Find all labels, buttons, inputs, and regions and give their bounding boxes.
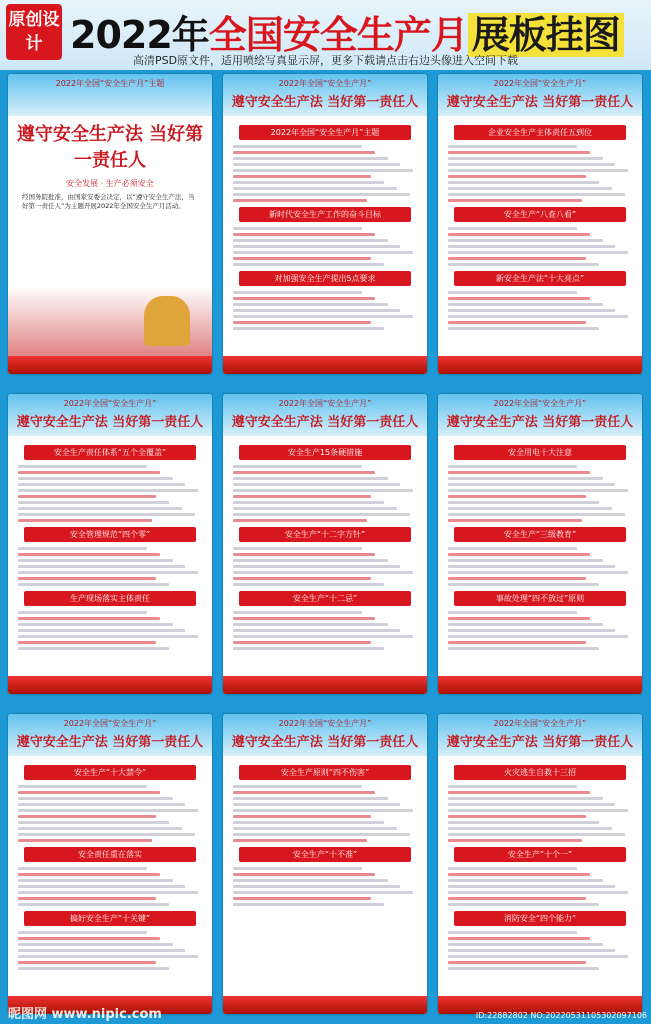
section-heading: 消防安全“四个能力” bbox=[454, 911, 626, 926]
poster-panel-6[interactable] bbox=[438, 394, 642, 694]
text-line bbox=[448, 169, 628, 172]
image-id: ID:22882802 NO:20220531105302097106 bbox=[475, 1011, 647, 1020]
poster-panel-1[interactable] bbox=[8, 74, 212, 374]
text-line bbox=[233, 227, 362, 230]
section-heading: 安全用电十大注意 bbox=[454, 445, 626, 460]
title-year: 2022年 bbox=[70, 13, 209, 57]
text-line bbox=[448, 303, 603, 306]
text-line bbox=[448, 157, 603, 160]
section-heading: 安全生产责任体系“五个全覆盖” bbox=[24, 445, 196, 460]
text-line bbox=[233, 181, 384, 184]
text-line bbox=[18, 513, 195, 516]
panel-kicker: 2022年全国“安全生产月” bbox=[63, 399, 157, 408]
text-line bbox=[233, 257, 371, 260]
text-line bbox=[448, 635, 628, 638]
text-line bbox=[18, 931, 147, 934]
text-line bbox=[18, 815, 156, 818]
text-line bbox=[233, 553, 375, 556]
text-line bbox=[448, 617, 590, 620]
text-line bbox=[448, 815, 586, 818]
text-line bbox=[448, 251, 628, 254]
text-line bbox=[448, 297, 590, 300]
text-line bbox=[233, 251, 413, 254]
text-line bbox=[233, 465, 362, 468]
text-line bbox=[233, 495, 371, 498]
text-line bbox=[18, 483, 185, 486]
text-line bbox=[448, 873, 590, 876]
text-line bbox=[448, 489, 628, 492]
text-line bbox=[233, 501, 384, 504]
section-heading: 安全生产“三级教育” bbox=[454, 527, 626, 542]
text-line bbox=[448, 647, 599, 650]
text-line bbox=[448, 839, 582, 842]
text-line bbox=[448, 827, 612, 830]
section-heading: 安全生产“八查八看” bbox=[454, 207, 626, 222]
text-line bbox=[233, 483, 400, 486]
text-line bbox=[448, 937, 590, 940]
section-heading: 安全生产原则“四不伤害” bbox=[239, 765, 411, 780]
text-line bbox=[448, 227, 577, 230]
text-line bbox=[233, 519, 367, 522]
section-heading: 事故处理“四不放过”原则 bbox=[454, 591, 626, 606]
panel-body bbox=[438, 436, 642, 657]
text-line bbox=[18, 635, 198, 638]
text-line bbox=[233, 145, 362, 148]
text-line bbox=[448, 803, 615, 806]
text-line bbox=[18, 833, 195, 836]
section-heading: 安全生产“十个一” bbox=[454, 847, 626, 862]
text-line bbox=[18, 495, 156, 498]
text-line bbox=[448, 833, 625, 836]
title-tail: 展板挂图 bbox=[468, 13, 624, 57]
panel-title: 遵守安全生产法 当好第一责任人 bbox=[446, 95, 634, 110]
text-line bbox=[233, 791, 375, 794]
section-heading: 新安全生产法“十大亮点” bbox=[454, 271, 626, 286]
text-line bbox=[233, 547, 362, 550]
text-line bbox=[448, 547, 577, 550]
text-line bbox=[448, 151, 590, 154]
text-line bbox=[448, 641, 586, 644]
panel-kicker: 2022年全国“安全生产月” bbox=[278, 79, 372, 88]
text-line bbox=[18, 519, 152, 522]
text-line bbox=[233, 193, 410, 196]
text-line bbox=[233, 245, 400, 248]
panel-header bbox=[223, 74, 427, 116]
text-line bbox=[18, 647, 169, 650]
text-line bbox=[448, 955, 628, 958]
text-line bbox=[18, 583, 169, 586]
text-line bbox=[18, 885, 185, 888]
section-heading: 安全生产“十大禁令” bbox=[24, 765, 196, 780]
text-line bbox=[18, 501, 169, 504]
text-line bbox=[233, 477, 388, 480]
section-heading: 新时代安全生产工作的奋斗目标 bbox=[239, 207, 411, 222]
text-line bbox=[233, 187, 397, 190]
text-line bbox=[233, 175, 371, 178]
panel-body bbox=[8, 756, 212, 977]
text-line bbox=[448, 291, 577, 294]
text-line bbox=[448, 565, 615, 568]
page-title bbox=[70, 4, 624, 59]
panel-kicker: 2022年全国“安全生产月” bbox=[278, 399, 372, 408]
text-line bbox=[448, 943, 603, 946]
text-line bbox=[448, 949, 615, 952]
panel-body bbox=[438, 756, 642, 977]
text-line bbox=[18, 559, 173, 562]
text-line bbox=[233, 321, 371, 324]
text-line bbox=[448, 495, 586, 498]
text-line bbox=[18, 797, 173, 800]
text-line bbox=[448, 821, 599, 824]
panel-title: 遵守安全生产法 当好第一责任人 bbox=[446, 735, 634, 750]
text-line bbox=[18, 507, 182, 510]
text-line bbox=[233, 617, 375, 620]
text-line bbox=[18, 571, 198, 574]
panel-body bbox=[223, 436, 427, 657]
panel-title: 遵守安全生产法 当好第一责任人 bbox=[446, 415, 634, 430]
text-line bbox=[233, 157, 388, 160]
text-line bbox=[233, 839, 367, 842]
text-line bbox=[18, 827, 182, 830]
text-line bbox=[448, 327, 599, 330]
text-line bbox=[233, 489, 413, 492]
panel-footer bbox=[223, 996, 427, 1014]
poster-panel-4[interactable] bbox=[8, 394, 212, 694]
text-line bbox=[448, 477, 603, 480]
text-line bbox=[233, 879, 388, 882]
panel-header bbox=[438, 394, 642, 436]
text-line bbox=[18, 821, 169, 824]
text-line bbox=[233, 873, 375, 876]
text-line bbox=[18, 477, 173, 480]
section-heading: 2022年全国“安全生产月”主题 bbox=[239, 125, 411, 140]
text-line bbox=[18, 873, 160, 876]
panel-intro: 经国务院批准，由国家安委会决定，以“遵守安全生产法，当好第一责任人”为主题开展2022年全国安全生产月活动。 bbox=[22, 193, 195, 210]
panel-title: 遵守安全生产法 当好第一责任人 bbox=[16, 735, 204, 750]
panel-kicker: 2022年全国“安全生产月” bbox=[63, 719, 157, 728]
text-line bbox=[233, 641, 371, 644]
text-line bbox=[233, 803, 400, 806]
section-heading: 安全生产“十二忌” bbox=[239, 591, 411, 606]
panel-title: 遵守安全生产法 当好第一责任人 bbox=[231, 735, 419, 750]
panel-kicker: 2022年全国“安全生产月” bbox=[278, 719, 372, 728]
section-heading: 安全管理规范“四个零” bbox=[24, 527, 196, 542]
text-line bbox=[233, 309, 400, 312]
text-line bbox=[18, 617, 160, 620]
text-line bbox=[233, 263, 384, 266]
text-line bbox=[448, 571, 628, 574]
text-line bbox=[448, 239, 603, 242]
panel-kicker: 2022年全国“安全生产月” bbox=[493, 79, 587, 88]
text-line bbox=[233, 629, 400, 632]
text-line bbox=[448, 891, 628, 894]
text-line bbox=[233, 867, 362, 870]
panel-kicker: 2022年全国“安全生产月”主题 bbox=[55, 79, 165, 88]
text-line bbox=[448, 501, 599, 504]
section-heading: 安全生产15条硬措施 bbox=[239, 445, 411, 460]
text-line bbox=[233, 785, 362, 788]
text-line bbox=[18, 961, 156, 964]
text-line bbox=[233, 303, 388, 306]
panel-kicker: 2022年全国“安全生产月” bbox=[493, 719, 587, 728]
text-line bbox=[233, 577, 371, 580]
text-line bbox=[18, 967, 169, 970]
text-line bbox=[233, 471, 375, 474]
text-line bbox=[448, 483, 615, 486]
text-line bbox=[448, 879, 603, 882]
text-line bbox=[233, 827, 397, 830]
text-line bbox=[448, 187, 612, 190]
panel-footer bbox=[223, 356, 427, 374]
text-line bbox=[233, 507, 397, 510]
text-line bbox=[18, 465, 147, 468]
panel-header bbox=[223, 394, 427, 436]
text-line bbox=[448, 193, 625, 196]
text-line bbox=[448, 163, 615, 166]
text-line bbox=[233, 635, 413, 638]
text-line bbox=[233, 821, 384, 824]
section-heading: 安全生产“十二字方针” bbox=[239, 527, 411, 542]
text-line bbox=[233, 583, 384, 586]
text-line bbox=[18, 955, 198, 958]
panel-header bbox=[8, 74, 212, 116]
text-line bbox=[448, 315, 628, 318]
text-line bbox=[18, 553, 160, 556]
text-line bbox=[448, 583, 599, 586]
text-line bbox=[448, 233, 590, 236]
text-line bbox=[448, 181, 599, 184]
watermark: 昵图网 www.nipic.com bbox=[8, 1007, 162, 1022]
text-line bbox=[18, 471, 160, 474]
panel-header bbox=[223, 714, 427, 756]
text-line bbox=[233, 239, 388, 242]
panel-footer bbox=[8, 356, 212, 374]
section-heading: 企业安全生产主体责任五到位 bbox=[454, 125, 626, 140]
text-line bbox=[448, 897, 586, 900]
text-line bbox=[448, 321, 586, 324]
text-line bbox=[18, 891, 198, 894]
text-line bbox=[448, 513, 625, 516]
section-heading: 生产现场落实主体责任 bbox=[24, 591, 196, 606]
text-line bbox=[448, 263, 599, 266]
text-line bbox=[233, 903, 384, 906]
text-line bbox=[18, 809, 198, 812]
text-line bbox=[18, 803, 185, 806]
text-line bbox=[18, 629, 185, 632]
text-line bbox=[448, 507, 612, 510]
text-line bbox=[233, 565, 400, 568]
text-line bbox=[233, 611, 362, 614]
text-line bbox=[233, 151, 375, 154]
text-line bbox=[18, 785, 147, 788]
panel-body bbox=[223, 756, 427, 913]
poster-panel-2[interactable] bbox=[223, 74, 427, 374]
panel-footer bbox=[438, 676, 642, 694]
text-line bbox=[18, 937, 160, 940]
panel-footer bbox=[223, 676, 427, 694]
text-line bbox=[448, 465, 577, 468]
text-line bbox=[18, 903, 169, 906]
text-line bbox=[448, 967, 599, 970]
section-heading: 搞好安全生产“十关键” bbox=[24, 911, 196, 926]
text-line bbox=[233, 327, 384, 330]
text-line bbox=[233, 169, 413, 172]
text-line bbox=[233, 885, 400, 888]
panel-main-title: 遵守安全生产法 当好第一责任人 bbox=[16, 124, 204, 171]
text-line bbox=[18, 867, 147, 870]
text-line bbox=[448, 885, 615, 888]
text-line bbox=[233, 297, 375, 300]
section-heading: 对加强安全生产提出5点要求 bbox=[239, 271, 411, 286]
text-line bbox=[18, 565, 185, 568]
subtitle: 高清PSD原文件，适用喷绘写真显示屏，更多下载请点击右边头像进入空间下载 bbox=[132, 54, 519, 67]
text-line bbox=[233, 891, 413, 894]
text-line bbox=[448, 931, 577, 934]
text-line bbox=[448, 309, 615, 312]
text-line bbox=[233, 797, 388, 800]
poster-panel-5[interactable] bbox=[223, 394, 427, 694]
text-line bbox=[233, 571, 413, 574]
text-line bbox=[448, 175, 586, 178]
text-line bbox=[18, 577, 156, 580]
text-line bbox=[18, 623, 173, 626]
text-line bbox=[448, 623, 603, 626]
banner bbox=[0, 0, 651, 70]
text-line bbox=[18, 489, 198, 492]
text-line bbox=[233, 623, 388, 626]
poster-panel-9[interactable] bbox=[438, 714, 642, 1014]
poster-panel-3[interactable] bbox=[438, 74, 642, 374]
panel-footer bbox=[8, 676, 212, 694]
poster-panel-8[interactable] bbox=[223, 714, 427, 1014]
text-line bbox=[448, 629, 615, 632]
text-line bbox=[18, 547, 147, 550]
text-line bbox=[233, 315, 413, 318]
text-line bbox=[448, 903, 599, 906]
text-line bbox=[18, 611, 147, 614]
text-line bbox=[448, 559, 603, 562]
panel-header bbox=[438, 714, 642, 756]
text-line bbox=[18, 949, 185, 952]
text-line bbox=[448, 245, 615, 248]
panel-header bbox=[8, 714, 212, 756]
text-line bbox=[448, 145, 577, 148]
original-design-badge: 原创设计 bbox=[6, 4, 62, 60]
text-line bbox=[233, 233, 375, 236]
panel-kicker: 2022年全国“安全生产月” bbox=[493, 399, 587, 408]
panel-title: 遵守安全生产法 当好第一责任人 bbox=[231, 415, 419, 430]
text-line bbox=[233, 897, 371, 900]
panel-footer bbox=[438, 356, 642, 374]
text-line bbox=[18, 791, 160, 794]
text-line bbox=[18, 897, 156, 900]
text-line bbox=[448, 199, 582, 202]
text-line bbox=[448, 611, 577, 614]
text-line bbox=[233, 647, 384, 650]
text-line bbox=[233, 815, 371, 818]
text-line bbox=[233, 199, 367, 202]
panel-header bbox=[8, 394, 212, 436]
section-heading: 火灾逃生自救十三招 bbox=[454, 765, 626, 780]
section-heading: 安全责任重在落实 bbox=[24, 847, 196, 862]
text-line bbox=[448, 791, 590, 794]
panel-slogan: 安全发展 · 生产必须安全 bbox=[66, 179, 154, 188]
text-line bbox=[448, 519, 582, 522]
text-line bbox=[18, 943, 173, 946]
text-line bbox=[233, 559, 388, 562]
text-line bbox=[233, 833, 410, 836]
text-line bbox=[448, 867, 577, 870]
text-line bbox=[448, 471, 590, 474]
panel-title: 遵守安全生产法 当好第一责任人 bbox=[16, 415, 204, 430]
text-line bbox=[448, 961, 586, 964]
text-line bbox=[233, 809, 413, 812]
text-line bbox=[233, 513, 410, 516]
panel-body bbox=[8, 436, 212, 657]
text-line bbox=[448, 257, 586, 260]
text-line bbox=[448, 577, 586, 580]
poster-panel-7[interactable] bbox=[8, 714, 212, 1014]
stone-lion-image bbox=[144, 296, 190, 346]
text-line bbox=[448, 553, 590, 556]
text-line bbox=[233, 291, 362, 294]
panel-body bbox=[438, 116, 642, 337]
text-line bbox=[18, 879, 173, 882]
panel-title: 遵守安全生产法 当好第一责任人 bbox=[231, 95, 419, 110]
title-main: 全国安全生产月 bbox=[208, 13, 468, 57]
panel-body bbox=[223, 116, 427, 337]
text-line bbox=[18, 641, 156, 644]
section-heading: 安全生产“十不准” bbox=[239, 847, 411, 862]
text-line bbox=[233, 163, 400, 166]
text-line bbox=[448, 785, 577, 788]
text-line bbox=[448, 809, 628, 812]
poster-grid bbox=[8, 74, 643, 1018]
text-line bbox=[448, 797, 603, 800]
panel-header bbox=[438, 74, 642, 116]
text-line bbox=[18, 839, 152, 842]
